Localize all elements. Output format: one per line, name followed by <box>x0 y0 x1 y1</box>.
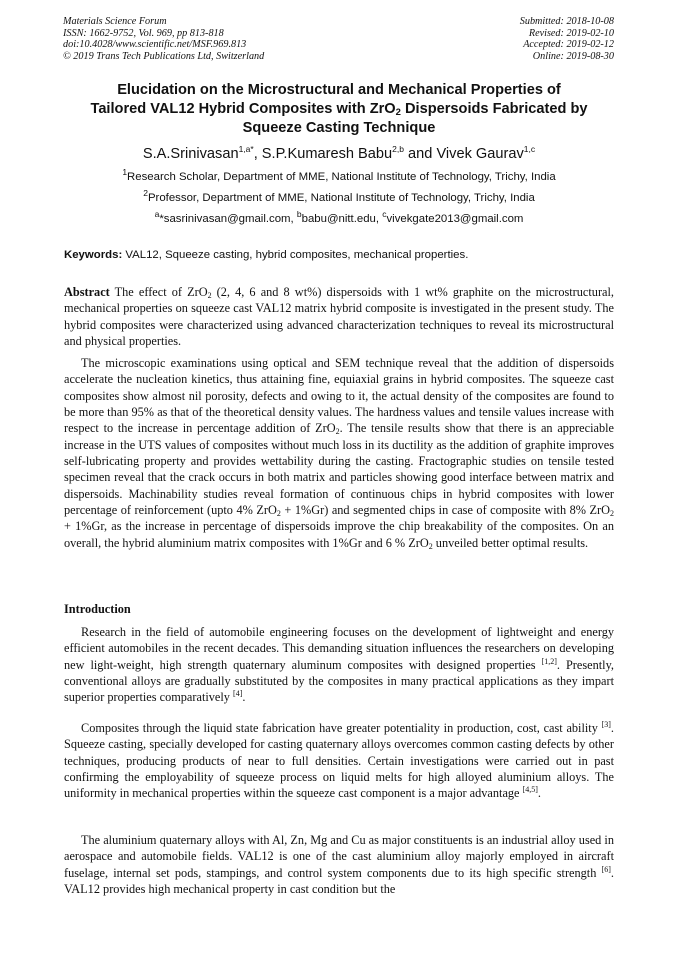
keywords-text: VAL12, Squeeze casting, hybrid composites, mechanical properties. <box>122 249 469 261</box>
citation[interactable]: [6] <box>601 864 611 874</box>
email-c[interactable]: vivekgate2013@gmail.com <box>386 213 524 225</box>
email-b[interactable]: babu@nitt.edu, <box>301 213 383 225</box>
title-line-1: Elucidation on the Microstructural and Mechanical Properties of <box>117 82 561 98</box>
online-date: Online: 2019-08-30 <box>532 50 614 62</box>
citation[interactable]: [1,2] <box>541 656 557 666</box>
introduction-paragraph-1 <box>64 624 614 706</box>
submitted-date: Submitted: 2018-10-08 <box>519 16 614 27</box>
intro-text: . <box>242 690 246 705</box>
author-1-affil: 1,a* <box>238 144 254 155</box>
intro-text: Composites through the liquid state fabrication have greater potentiality in production, cost, cast ability <box>81 721 602 735</box>
abstract-text: The microscopic examinations using optical and SEM technique reveal that the addition of dispersoids accelerate the nucleation kinetics, thus attaining fine, equiaxial grains in hybrid composites. The squeeze cast composites show almost nil porosity, defects and owing to it, the actual density of the composites are found to be more than 95% as that of the theoretical density values. The hardness values and tensile values increase with respect to the increase in percentage addition of ZrO <box>64 356 614 436</box>
abstract-text: . The tensile results show that there is an appreciable increase in the UTS values of composites without much loss in its ductility as the addition of graphite improves self-lubricating property and provides wettability during the casting. Fractographic studies on tensile tested specimen reveal that the crack occurs in both matrix and particles showing good interface between matrix and dispersoids. Machinability studies reveal formation of continuous chips in hybrid composites with lower percentage of reinforcement (upto 4% ZrO <box>64 421 614 518</box>
affiliation-1-text: Research Scholar, Department of MME, National Institute of Technology, Trichy, India <box>127 171 556 183</box>
introduction-paragraph-2 <box>64 720 614 802</box>
author-separator: and <box>403 146 437 162</box>
subscript: 2 <box>335 427 340 437</box>
submission-dates <box>520 16 614 62</box>
email-line <box>30 209 648 226</box>
abstract-text: + 1%Gr, as the increase in percentage of dispersoids improve the chip breakability of the composites. On an overall, the hybrid aluminium matrix composites with 1%Gr and 6 % ZrO <box>64 519 614 550</box>
copyright-line: © 2019 Trans Tech Publications Ltd, Switzerland <box>63 50 265 62</box>
intro-text: . Squeeze casting, specially developed for casting quaternary alloys overcomes common casting defects by other techniques, producing products of near to full densities. Certain investigations were carried out in past confirming the employability of squeeze process on liquid melts for high alloyed aluminium alloys. The uniformity in mechanical properties within the squeeze cast component is a major advantage <box>64 721 614 801</box>
abstract-text: The effect of ZrO <box>109 285 208 299</box>
abstract-paragraph-2 <box>64 355 614 551</box>
affiliation-2 <box>30 188 648 205</box>
subscript: 2 <box>610 509 615 519</box>
affiliation-2-marker: 2 <box>143 188 148 199</box>
abstract-label: Abstract <box>64 285 110 299</box>
keywords <box>64 248 624 262</box>
journal-name: Materials Science Forum <box>63 16 167 27</box>
introduction-heading: Introduction <box>64 602 131 616</box>
introduction-paragraph-3 <box>64 832 614 897</box>
affiliation-1 <box>30 167 648 184</box>
keywords-label: Keywords: <box>64 249 123 261</box>
author-separator: , <box>253 146 262 162</box>
paper-title <box>40 81 638 138</box>
revised-date: Revised: 2019-02-10 <box>528 27 614 39</box>
title-line-3: Squeeze Casting Technique <box>242 120 436 136</box>
intro-text: . Presently, conventional alloys are gradually substituted by the composites in many practical applications as they impart superior properties comparatively <box>64 657 614 705</box>
intro-text: Research in the field of automobile engineering focuses on the development of lightweight and energy efficient automobiles in the recent decades. This demanding situation influences the researchers on developing new light-weight, high strength quaternary aluminum composites with designed properties <box>64 625 614 672</box>
author-2-affil: 2,b <box>392 144 404 155</box>
title-line-2 <box>40 100 638 119</box>
email-a[interactable]: *sasrinivasan@gmail.com, <box>159 213 297 225</box>
citation[interactable]: [4] <box>233 689 243 699</box>
journal-info <box>63 16 264 62</box>
subscript: 2 <box>276 509 281 519</box>
author-1: S.A.Srinivasan <box>142 146 239 162</box>
abstract-text: unveiled better optimal results. <box>432 535 589 550</box>
intro-text: The aluminium quaternary alloys with Al, Zn, Mg and Cu as major constituents is an industrial alloy used in aerospace and automobile fields. VAL12 is one of the cast aluminium alloy majorly employed in aircraft fuselage, internal set pods, stampings, and control system components due to its high specific strength <box>64 833 614 880</box>
title-line-2-part-b: Dispersoids Fabricated by <box>400 101 588 117</box>
subscript: 2 <box>207 291 212 300</box>
author-2: S.P.Kumaresh Babu <box>261 146 393 162</box>
accepted-date: Accepted: 2019-02-12 <box>523 39 614 51</box>
email-b-marker: b <box>296 209 302 220</box>
issn-line: ISSN: 1662-9752, Vol. 969, pp 813-818 <box>63 27 224 39</box>
email-a-marker: a <box>154 209 160 220</box>
author-list <box>30 145 648 163</box>
affiliation-2-text: Professor, Department of MME, National Institute of Technology, Trichy, India <box>147 192 535 204</box>
abstract-text: + 1%Gr) and segmented chips in case of composite with 8% ZrO <box>280 503 611 518</box>
abstract-paragraph-1 <box>64 284 614 349</box>
citation[interactable]: [4,5] <box>522 785 538 795</box>
abstract-text: (2, 4, 6 and 8 wt%) dispersoids with 1 wt% graphite on the microstructural, mechanical properties on squeeze cast VAL12 matrix hybrid composite is investigated in the present study. The hybrid composites were characterized using advanced characterization techniques to reveal its microstructural and physical properties. <box>64 285 614 349</box>
email-c-marker: c <box>382 209 387 220</box>
author-3-affil: 1,c <box>523 144 536 155</box>
doi-line[interactable]: doi:10.4028/www.scientific.net/MSF.969.813 <box>63 39 247 51</box>
intro-text: . <box>537 786 541 801</box>
citation[interactable]: [3] <box>601 719 611 729</box>
subscript: 2 <box>428 541 433 551</box>
title-line-2-part-a: Tailored VAL12 Hybrid Composites with ZrO <box>90 101 396 117</box>
affiliation-1-marker: 1 <box>122 167 128 178</box>
author-3: Vivek Gaurav <box>436 146 524 162</box>
intro-text: . VAL12 provides high mechanical property in cast condition but the <box>64 865 614 897</box>
title-subscript: 2 <box>395 107 401 118</box>
